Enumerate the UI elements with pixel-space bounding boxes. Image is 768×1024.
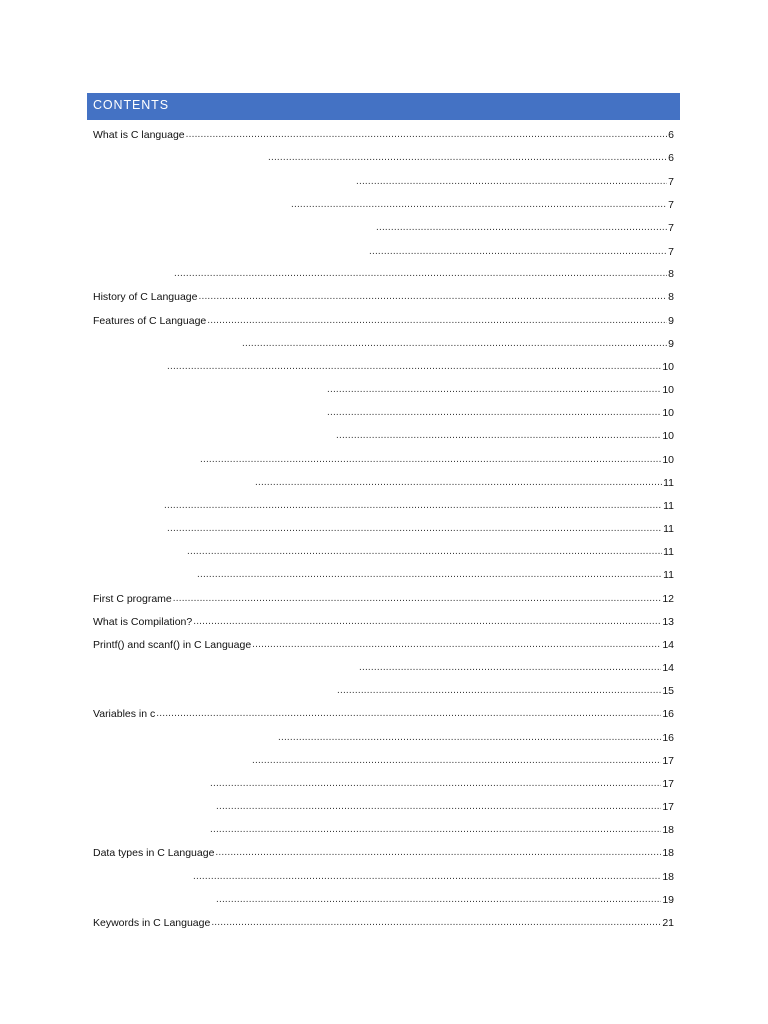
dot-leader: [268, 152, 667, 164]
toc-entry-page-number: 17: [662, 755, 674, 767]
dot-leader: [278, 732, 661, 744]
toc-entry[interactable]: [173, 266, 674, 280]
dot-leader: [211, 917, 661, 929]
toc-entry[interactable]: [326, 405, 674, 419]
toc-entry-page-number: 8: [668, 291, 674, 303]
toc-entry[interactable]: [358, 660, 674, 674]
toc-entry-page-number: 11: [663, 477, 674, 489]
dot-leader: [327, 384, 661, 396]
dot-leader: [356, 176, 667, 188]
toc-entry[interactable]: [254, 475, 674, 489]
toc-entry-label: Keywords in C Language: [93, 917, 211, 929]
dot-leader: [291, 199, 667, 211]
dot-leader: [216, 801, 661, 813]
dot-leader: [193, 871, 661, 883]
toc-entry[interactable]: [93, 637, 674, 651]
toc-entry[interactable]: [93, 706, 674, 720]
toc-entry[interactable]: [355, 174, 674, 188]
toc-entry-page-number: 18: [662, 871, 674, 883]
toc-entry[interactable]: [93, 845, 674, 859]
toc-entry[interactable]: [215, 799, 674, 813]
dot-leader: [167, 523, 662, 535]
toc-entry-page-number: 7: [668, 246, 674, 258]
dot-leader: [242, 338, 667, 350]
dot-leader: [210, 824, 661, 836]
toc-entry-page-number: 21: [662, 917, 674, 929]
toc-entry-page-number: 7: [668, 199, 674, 211]
dot-leader: [252, 639, 661, 651]
dot-leader: [164, 500, 662, 512]
toc-entry[interactable]: [196, 567, 674, 581]
toc-entry-label: Printf() and scanf() in C Language: [93, 639, 252, 651]
toc-entry-page-number: 11: [663, 500, 674, 512]
toc-entry-page-number: 12: [662, 593, 674, 605]
dot-leader: [216, 894, 661, 906]
toc-entry[interactable]: [192, 869, 674, 883]
dot-leader: [336, 430, 661, 442]
toc-entry[interactable]: [209, 776, 674, 790]
dot-leader: [255, 477, 662, 489]
toc-entry-page-number: 10: [662, 361, 674, 373]
dot-leader: [369, 246, 667, 258]
toc-entry[interactable]: [251, 753, 674, 767]
dot-leader: [156, 708, 661, 720]
toc-entry-page-number: 10: [662, 430, 674, 442]
dot-leader: [359, 662, 661, 674]
toc-entry-page-number: 15: [662, 685, 674, 697]
toc-entry-label: Variables in c: [93, 708, 156, 720]
toc-entry-page-number: 14: [662, 662, 674, 674]
toc-entry-page-number: 11: [663, 569, 674, 581]
toc-entry[interactable]: [375, 220, 674, 234]
toc-entry-page-number: 10: [662, 384, 674, 396]
toc-entry[interactable]: [93, 127, 674, 141]
toc-entry[interactable]: [215, 892, 674, 906]
toc-entry[interactable]: [277, 730, 674, 744]
dot-leader: [187, 546, 662, 558]
dot-leader: [210, 778, 661, 790]
toc-entry-label: First C programe: [93, 593, 172, 605]
dot-leader: [193, 616, 661, 628]
dot-leader: [167, 361, 661, 373]
toc-entry[interactable]: [186, 544, 674, 558]
toc-entry-label: Features of C Language: [93, 315, 207, 327]
toc-entry-page-number: 7: [668, 222, 674, 234]
toc-entry[interactable]: [368, 244, 674, 258]
dot-leader: [327, 407, 661, 419]
contents-heading: CONTENTS: [93, 98, 169, 112]
toc-entry-page-number: 11: [663, 546, 674, 558]
toc-entry-page-number: 13: [662, 616, 674, 628]
toc-entry[interactable]: [290, 197, 674, 211]
toc-entry[interactable]: [166, 359, 674, 373]
dot-leader: [337, 685, 661, 697]
toc-entry-page-number: 10: [662, 407, 674, 419]
toc-entry-label: History of C Language: [93, 291, 198, 303]
toc-entry-label: What is C language: [93, 129, 185, 141]
dot-leader: [207, 315, 667, 327]
toc-entry[interactable]: [93, 915, 674, 929]
toc-entry-page-number: 7: [668, 176, 674, 188]
dot-leader: [197, 569, 662, 581]
toc-entry[interactable]: [166, 521, 674, 535]
toc-entry[interactable]: [93, 289, 674, 303]
toc-entry-label: What is Compilation?: [93, 616, 193, 628]
dot-leader: [173, 593, 662, 605]
toc-entry-page-number: 17: [662, 801, 674, 813]
toc-entry-page-number: 9: [668, 315, 674, 327]
toc-entry[interactable]: [199, 452, 674, 466]
toc-entry[interactable]: [209, 822, 674, 836]
dot-leader: [174, 268, 667, 280]
toc-entry-page-number: 18: [662, 824, 674, 836]
toc-entry[interactable]: [93, 591, 674, 605]
toc-entry-page-number: 9: [668, 338, 674, 350]
toc-entry-page-number: 18: [662, 847, 674, 859]
toc-entry[interactable]: [93, 614, 674, 628]
toc-entry[interactable]: [241, 336, 674, 350]
toc-entry-page-number: 16: [662, 708, 674, 720]
toc-entry[interactable]: [163, 498, 674, 512]
toc-entry-page-number: 17: [662, 778, 674, 790]
toc-entry-page-number: 6: [668, 129, 674, 141]
toc-entry[interactable]: [267, 150, 674, 164]
toc-entry-page-number: 8: [668, 268, 674, 280]
toc-entry[interactable]: [336, 683, 674, 697]
dot-leader: [252, 755, 661, 767]
toc-entry[interactable]: [93, 313, 674, 327]
dot-leader: [198, 291, 667, 303]
dot-leader: [200, 454, 661, 466]
dot-leader: [186, 129, 668, 141]
toc-entry[interactable]: [335, 428, 674, 442]
toc-entry-label: Data types in C Language: [93, 847, 215, 859]
dot-leader: [215, 847, 661, 859]
toc-entry-page-number: 10: [662, 454, 674, 466]
dot-leader: [376, 222, 667, 234]
toc-entry-page-number: 14: [662, 639, 674, 651]
toc-entry-page-number: 19: [662, 894, 674, 906]
toc-entry-page-number: 16: [662, 732, 674, 744]
toc-entry-page-number: 11: [663, 523, 674, 535]
toc-entry[interactable]: [326, 382, 674, 396]
toc-entry-page-number: 6: [668, 152, 674, 164]
